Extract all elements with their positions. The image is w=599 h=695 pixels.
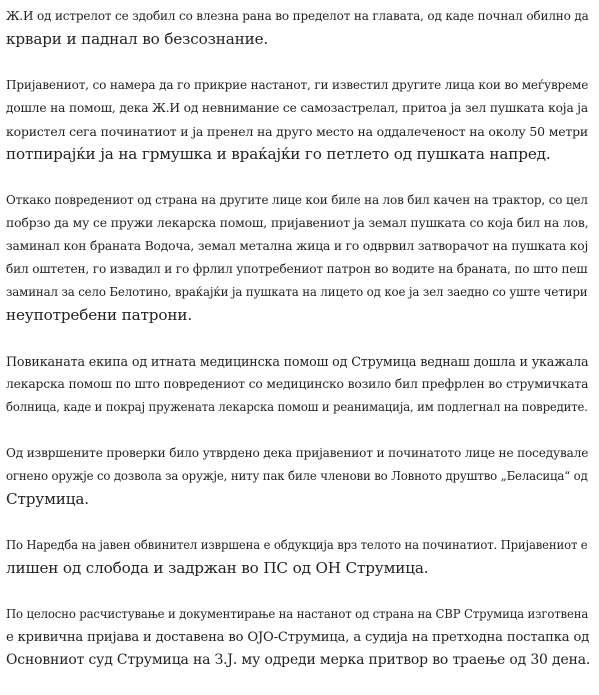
paragraph-5 <box>6 442 594 511</box>
text-line: крвари и паднал во безсознание. <box>6 30 269 48</box>
text-line: По Наредба на јавен обвинител извршена е обдукција врз телото на починатиот. Пријавениот е <box>6 538 588 552</box>
text-line: болница, каде и покрај пружената лекарска помош и реанимација, им подлегнал на повредите. <box>6 400 588 414</box>
text-line: побрзо да му се пружи лекарска помош, пријавениот ја земал пушката со која бил на лов, <box>6 216 589 230</box>
text-line: лишен од слобода и задржан во ПС од ОН Струмица. <box>6 559 429 577</box>
paragraph-4 <box>6 350 594 419</box>
text-line: заминал за село Белотино, враќајќи ја пушката на лицето од кое ја зел заедно со уште четири <box>6 285 588 299</box>
text-line: Ж.И од истрелот се здобил со влезна рана во пределот на главата, од каде почнал обилно да <box>6 9 589 23</box>
text-line: лекарска помош по што повредениот со медицинско возило бил префрлен во струмичката <box>6 377 589 391</box>
text-line: огнено оружје со дозвола за оружје, ниту пак биле членови во Ловното друштво „Беласица“ од <box>6 469 588 483</box>
text-line: Струмица. <box>6 490 89 508</box>
text-line: Пријавениот, со намера да го прикрие настанот, ги известил другите лица кои во меѓувреме <box>6 78 589 92</box>
text-line: Основниот суд Струмица на З.Ј. му одреди мерка притвор во траење од 30 дена. <box>6 652 591 668</box>
text-line: Од извршените проверки било утврдено дека пријавениот и починатото лице не поседувале <box>6 446 589 460</box>
article-body <box>6 5 594 695</box>
text-line: По целосно расчистување и документирање на настанот од страна на СВР Струмица изготвена <box>6 607 589 621</box>
paragraph-7 <box>6 603 594 672</box>
text-line: неупотребени патрони. <box>6 306 192 324</box>
paragraph-6 <box>6 534 594 580</box>
text-line: заминал кон браната Водоча, земал метална жица и го одврвил затворачот на пушката кој <box>6 239 589 253</box>
text-line: бил оштетен, го извадил и го фрлил употребениот патрон во водите на браната, по што пеш <box>6 262 588 276</box>
text-line: е кривична пријава и доставена во ОЈО-Струмица, а судија на претходна постапка од <box>6 630 590 645</box>
text-line: Повиканата екипа од итната медицинска помош од Струмица веднаш дошла и укажала <box>6 354 589 369</box>
text-line: користел сега починатиот и ја пренел на друго место на оддалеченост на околу 50 метри <box>6 124 589 139</box>
text-line: потпирајќи ја на грмушка и враќајќи го петлето од пушката напред. <box>6 145 551 163</box>
paragraph-1 <box>6 5 594 51</box>
text-line: дошле на помош, дека Ж.И од невнимание се самозастрелал, притоа ја зел пушката која ја <box>6 101 589 115</box>
paragraph-3 <box>6 189 594 327</box>
text-line: Откако повредениот од страна на другите лице кои биле на лов бил качен на трактор, со цел <box>6 193 588 207</box>
paragraph-2 <box>6 74 594 166</box>
